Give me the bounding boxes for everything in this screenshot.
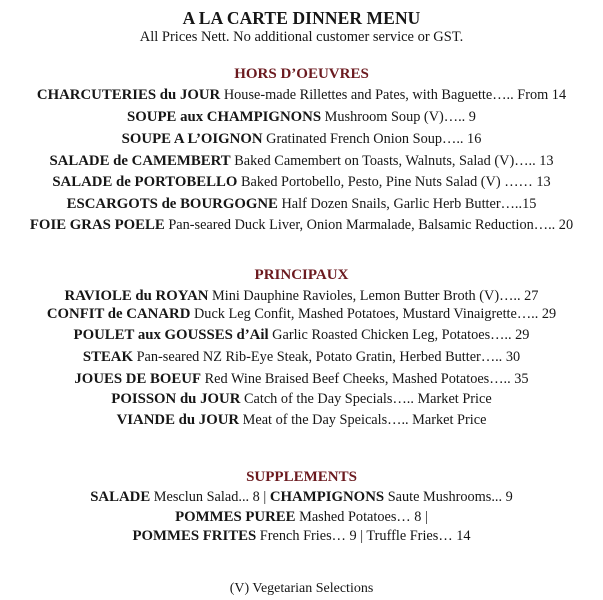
item-description: French Fries… 9 | Truffle Fries… 14 xyxy=(259,528,471,544)
item-description: Duck Leg Confit, Mashed Potatoes, Mustard Vinaigrette….. 29 xyxy=(193,306,557,322)
item-name: POISSON du JOUR xyxy=(111,391,241,407)
item-description: Saute Mushrooms... 9 xyxy=(387,489,513,505)
item-description: Garlic Roasted Chicken Leg, Potatoes….. 29 xyxy=(272,327,530,343)
item-name: ESCARGOTS de BOURGOGNE xyxy=(66,196,278,212)
item-description: Meat of the Day Speicals….. Market Price xyxy=(242,412,487,428)
menu-item xyxy=(0,411,603,429)
item-name: FOIE GRAS POELE xyxy=(29,217,165,233)
item-description: Baked Camembert on Toasts, Walnuts, Salad (V)….. 13 xyxy=(234,153,554,169)
section-heading-principaux: PRINCIPAUX xyxy=(254,267,349,283)
menu-item xyxy=(0,326,603,344)
menu-item xyxy=(0,370,603,388)
menu-item xyxy=(0,287,603,305)
section-heading-hors-doeuvres: HORS D’OEUVRES xyxy=(234,66,369,82)
item-name: SALADE de CAMEMBERT xyxy=(49,153,231,169)
item-name: SOUPE aux CHAMPIGNONS xyxy=(127,109,322,125)
item-name: CONFIT de CANARD xyxy=(46,306,191,322)
menu-item xyxy=(0,305,603,323)
item-name: SOUPE A L’OIGNON xyxy=(121,131,263,147)
menu-item xyxy=(0,195,603,213)
menu-item xyxy=(0,86,603,104)
item-description: Mesclun Salad... 8 | xyxy=(153,489,267,505)
item-name: POMMES PUREE xyxy=(175,509,296,525)
menu-item xyxy=(0,216,603,234)
menu-item xyxy=(0,173,603,191)
supplement-line xyxy=(0,527,603,545)
item-description: Pan-seared Duck Liver, Onion Marmalade, Balsamic Reduction….. 20 xyxy=(168,217,574,233)
item-name: POMMES FRITES xyxy=(132,528,257,544)
menu-item xyxy=(0,390,603,408)
item-description: Red Wine Braised Beef Cheeks, Mashed Potatoes….. 35 xyxy=(204,371,529,387)
supplement-line xyxy=(0,488,603,506)
menu-title: A LA CARTE DINNER MENU xyxy=(182,8,421,28)
vegetarian-note: (V) Vegetarian Selections xyxy=(229,581,374,596)
item-name: RAVIOLE du ROYAN xyxy=(64,288,209,304)
item-name: JOUES DE BOEUF xyxy=(74,371,202,387)
menu-item xyxy=(0,348,603,366)
menu-item xyxy=(0,130,603,148)
section-heading-supplements: SUPPLEMENTS xyxy=(246,469,357,485)
item-description: Mushroom Soup (V)….. 9 xyxy=(324,109,476,125)
item-name: STEAK xyxy=(82,349,134,365)
item-name: CHAMPIGNONS xyxy=(269,489,385,505)
item-description: Half Dozen Snails, Garlic Herb Butter…..15 xyxy=(281,196,537,212)
item-name: SALADE xyxy=(90,489,151,505)
menu-item xyxy=(0,152,603,170)
item-description: Mini Dauphine Ravioles, Lemon Butter Broth (V)….. 27 xyxy=(212,288,539,304)
item-description: Gratinated French Onion Soup….. 16 xyxy=(266,131,482,147)
item-name: POULET aux GOUSSES d’Ail xyxy=(73,327,269,343)
item-description: Pan-seared NZ Rib-Eye Steak, Potato Gratin, Herbed Butter….. 30 xyxy=(136,349,521,365)
item-description: Baked Portobello, Pesto, Pine Nuts Salad (V) …… 13 xyxy=(240,174,551,190)
item-description: Mashed Potatoes… 8 | xyxy=(299,509,428,525)
item-name: VIANDE du JOUR xyxy=(116,412,240,428)
menu-subtitle: All Prices Nett. No additional customer service or GST. xyxy=(139,29,464,45)
menu-item xyxy=(0,108,603,126)
item-description: House-made Rillettes and Pates, with Baguette….. From 14 xyxy=(223,87,567,103)
supplement-line xyxy=(0,508,603,526)
item-name: SALADE de PORTOBELLO xyxy=(52,174,238,190)
item-name: CHARCUTERIES du JOUR xyxy=(36,87,221,103)
item-description: Catch of the Day Specials….. Market Price xyxy=(243,391,492,407)
